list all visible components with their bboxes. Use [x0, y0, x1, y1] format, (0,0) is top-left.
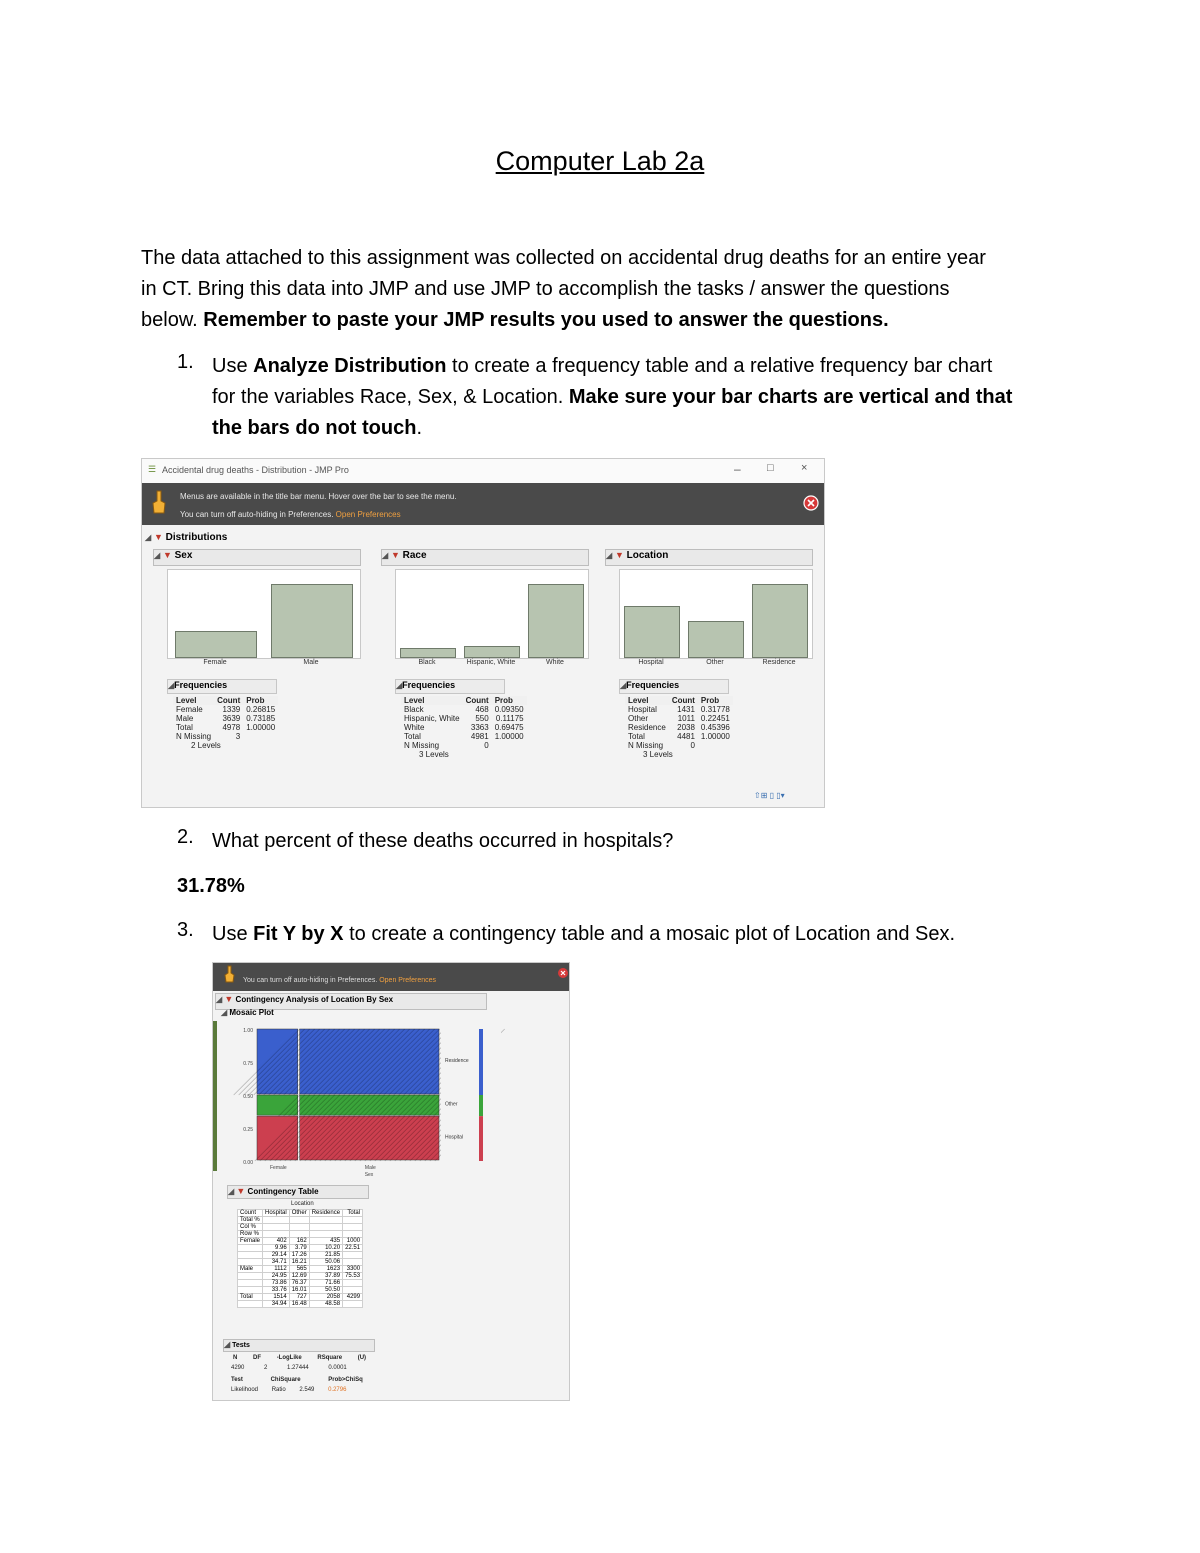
ct-cell: 16.21	[289, 1259, 309, 1266]
q3-b: to create a contingency table and a mosaic plot of Location and Sex.	[343, 923, 956, 945]
cell: 1.00000	[700, 732, 730, 741]
collapse-icon[interactable]: ◢	[382, 551, 389, 560]
ct-cell: 16.48	[289, 1301, 309, 1308]
menu-banner	[142, 483, 824, 525]
table-row	[401, 732, 527, 741]
ct-cell: 71.66	[309, 1280, 342, 1287]
ct-cell: 22.51	[343, 1245, 363, 1252]
minimize-icon[interactable]: –	[734, 462, 741, 476]
ct-cell	[343, 1259, 363, 1266]
mosaic-cell-other[interactable]	[257, 1095, 298, 1115]
q1-text	[212, 351, 1072, 444]
y-tick-label: 0.75	[243, 1061, 253, 1067]
intro-line-3	[141, 305, 1066, 336]
ct-cell	[238, 1287, 263, 1294]
ct-cell	[343, 1217, 363, 1224]
close-banner-icon[interactable]	[803, 495, 819, 511]
tests-df: 2	[264, 1365, 268, 1371]
tip-hand-icon	[150, 489, 168, 515]
cell: 1.00000	[246, 723, 276, 732]
ct-row	[238, 1280, 363, 1287]
category-label: Other	[706, 659, 724, 666]
bar-male[interactable]	[271, 584, 354, 658]
cell: 0.09350	[494, 705, 524, 714]
frequencies-header[interactable]: ◢Frequencies	[167, 679, 277, 694]
q3-number: 3.	[177, 919, 194, 941]
ct-cell: 10.20	[309, 1245, 342, 1252]
cell: 0.22451	[700, 714, 730, 723]
analysis-title: Contingency Analysis of Location By Sex	[235, 995, 394, 1004]
cell: 1.00000	[494, 732, 524, 741]
table-row	[625, 732, 733, 741]
ct-row	[238, 1287, 363, 1294]
cell: Other	[628, 714, 649, 723]
window-title: Accidental drug deaths - Distribution - JMP Pro	[162, 465, 349, 475]
ct-row	[238, 1294, 363, 1301]
category-label: Black	[418, 659, 436, 666]
category-label: White	[546, 659, 564, 666]
frequency-table	[625, 696, 733, 759]
close-banner-icon-2[interactable]	[557, 967, 569, 979]
cell: 4978	[222, 723, 241, 732]
ct-cell: Female	[238, 1238, 263, 1245]
tests2-h-chisq: ChiSquare	[270, 1377, 301, 1383]
q1-line-1	[212, 351, 1072, 382]
ct-cell: 76.37	[289, 1280, 309, 1287]
ct-cell	[263, 1224, 290, 1231]
intro-line-1: The data attached to this assignment was collected on accidental drug deaths for an entire year	[141, 247, 986, 269]
ct-cell: 162	[289, 1238, 309, 1245]
q1-a: Use	[212, 355, 254, 377]
ct-row	[238, 1210, 363, 1217]
ct-cell	[309, 1224, 342, 1231]
col-header: Prob	[698, 696, 733, 705]
tests2-prob: 0.2796	[328, 1387, 347, 1393]
bar-chart-location	[619, 569, 813, 659]
banner-text-2a: You can turn off auto-hiding in Preferences.	[180, 510, 334, 519]
table-row	[625, 723, 733, 732]
y-tick-label: 0.25	[243, 1127, 253, 1133]
cell: 3363	[470, 723, 489, 732]
q1-b: to create a frequency table and a relative frequency bar chart	[446, 355, 993, 377]
frequencies-title: Frequencies	[626, 680, 680, 690]
ct-row	[238, 1273, 363, 1280]
ct-cell	[263, 1231, 290, 1238]
ct-cell: 34.71	[263, 1259, 290, 1266]
ct-cell	[238, 1252, 263, 1259]
banner2-text	[243, 977, 436, 984]
panel-header-race[interactable]	[381, 549, 589, 566]
y-tick-label: 1.00	[243, 1028, 253, 1034]
category-label: Female	[203, 659, 227, 666]
tests2-h-prob: Prob>ChiSq	[328, 1377, 363, 1383]
tests2-headers	[231, 1377, 363, 1383]
q2-number: 2.	[177, 826, 194, 848]
bar-female[interactable]	[175, 631, 258, 658]
panel-title: Race	[402, 550, 427, 561]
legend-strip	[479, 1029, 483, 1095]
ct-cell: Total	[343, 1210, 363, 1217]
ct-cell: Total	[238, 1294, 263, 1301]
legend-label-hospital: Hospital	[445, 1134, 464, 1141]
ct-cell	[343, 1231, 363, 1238]
intro-paragraph	[141, 243, 1066, 336]
ct-cell	[289, 1217, 309, 1224]
mosaic-title: Mosaic Plot	[229, 1008, 274, 1017]
ct-row	[238, 1301, 363, 1308]
tests-row	[231, 1365, 347, 1371]
levels-label: 3 Levels	[643, 750, 673, 759]
q1-a-bold: Analyze Distribution	[253, 355, 447, 377]
frequencies-header[interactable]: ◢Frequencies	[395, 679, 505, 694]
table-row	[401, 723, 527, 732]
category-label: Hispanic, White	[466, 659, 516, 666]
missing-label: N Missing	[404, 741, 440, 750]
cell: Hospital	[628, 705, 657, 714]
table-row	[625, 705, 733, 714]
category-label: Male	[303, 659, 319, 666]
close-window-icon[interactable]: ×	[801, 462, 808, 474]
levels-label: 2 Levels	[191, 741, 221, 750]
ct-cell: Other	[289, 1210, 309, 1217]
intro-line-2: in CT. Bring this data into JMP and use JMP to accomplish the tasks / answer the questions	[141, 278, 950, 300]
panel-header-sex[interactable]	[153, 549, 361, 566]
legend-label-residence: Residence	[445, 1058, 469, 1064]
ct-cell: 4299	[343, 1294, 363, 1301]
ct-cell: Row %	[238, 1231, 263, 1238]
levels-label: 3 Levels	[419, 750, 449, 759]
q1-number: 1.	[177, 351, 194, 373]
cell: White	[404, 723, 425, 732]
missing-label: N Missing	[628, 741, 664, 750]
banner2-text-a: You can turn off auto-hiding in Preferences.	[243, 977, 378, 984]
maximize-icon[interactable]: □	[767, 462, 774, 474]
selection-sidebar	[213, 1021, 217, 1171]
ct-cell: Count	[238, 1210, 263, 1217]
bar-residence[interactable]	[752, 584, 807, 658]
missing-label: N Missing	[176, 732, 212, 741]
tests-h-df: DF	[253, 1355, 262, 1361]
distributions-label: Distributions	[165, 532, 228, 543]
mosaic-plot	[213, 1021, 569, 1178]
cell: 2038	[677, 723, 695, 732]
col-header: Level	[173, 696, 214, 705]
ct-cell	[263, 1217, 290, 1224]
tests-loglike: 1.27444	[287, 1365, 309, 1371]
intro-emphasis: Remember to paste your JMP results you used to answer the questions.	[203, 309, 889, 331]
ct-cell: 402	[263, 1238, 290, 1245]
menu-icon: ☰	[148, 464, 157, 474]
ct-cell	[343, 1287, 363, 1294]
ct-cell: 34.94	[263, 1301, 290, 1308]
ct-cell: Residence	[309, 1210, 342, 1217]
ct-cell: 29.14	[263, 1252, 290, 1259]
ct-cell: 50.50	[309, 1287, 342, 1294]
cell: 0.45396	[700, 723, 730, 732]
ct-cell: Male	[238, 1266, 263, 1273]
cell: 0.69475	[494, 723, 524, 732]
q1-c-bold: Make sure your bar charts are vertical and that	[568, 386, 1013, 408]
q1-d-bold: the bars do not touch	[212, 417, 417, 439]
cell: 4481	[677, 732, 695, 741]
tests2-h-test: Test	[231, 1377, 243, 1383]
tests2-test: Likelihood Ratio	[231, 1387, 286, 1393]
tests-title: Tests	[232, 1342, 250, 1349]
jmp-distribution-screenshot	[141, 458, 825, 808]
frequencies-header[interactable]: ◢Frequencies	[619, 679, 729, 694]
ct-cell: 565	[289, 1266, 309, 1273]
q1-d-end: .	[416, 417, 422, 439]
tests-n: 4290	[231, 1365, 245, 1371]
y-tick-label: 0.50	[243, 1094, 253, 1100]
contingency-table-header[interactable]: ◢ ▼ Contingency Table	[227, 1185, 369, 1199]
contingency-table	[237, 1209, 363, 1308]
menu-banner-2	[213, 963, 569, 991]
plot-mask	[441, 1021, 501, 1171]
cell: 1431	[677, 705, 695, 714]
ct-cell	[343, 1224, 363, 1231]
ct-cell: 37.89	[309, 1273, 342, 1280]
table-row	[173, 705, 278, 714]
ct-cell: Hospital	[263, 1210, 290, 1217]
col-header: Prob	[243, 696, 278, 705]
bar-other[interactable]	[688, 621, 743, 658]
ct-cell	[343, 1280, 363, 1287]
tests2-row	[231, 1387, 346, 1393]
bar-chart-race	[395, 569, 589, 659]
legend-strip	[479, 1116, 483, 1161]
ct-cell	[289, 1224, 309, 1231]
jmp-contingency-screenshot	[212, 962, 570, 1401]
ct-cell: 1112	[263, 1266, 290, 1273]
category-label: Residence	[762, 659, 796, 666]
status-icons[interactable]: ⇧⊞ ▯ ▯▾	[754, 791, 785, 800]
x-category-label: Female	[270, 1165, 287, 1171]
ct-title: Contingency Table	[247, 1187, 319, 1196]
q1-line-2	[212, 382, 1072, 413]
cell: 3639	[222, 714, 241, 723]
x-category-label: Male	[364, 1165, 376, 1171]
ct-cell: Col %	[238, 1224, 263, 1231]
q3-text	[212, 919, 1072, 950]
ct-cell	[238, 1273, 263, 1280]
ct-cell	[309, 1217, 342, 1224]
cell: Total	[176, 723, 193, 732]
bar-hospital[interactable]	[624, 606, 679, 658]
missing-value: 0	[484, 741, 489, 750]
ct-cell: 48.58	[309, 1301, 342, 1308]
ct-cell	[238, 1301, 263, 1308]
mosaic-plot-header[interactable]: ◢ Mosaic Plot	[221, 1008, 274, 1017]
ct-cell: 75.53	[343, 1273, 363, 1280]
ct-cell: Total %	[238, 1217, 263, 1224]
tests2-chisq: 2.549	[299, 1387, 315, 1393]
ct-location-header: Location	[291, 1201, 314, 1207]
frequencies-title: Frequencies	[402, 680, 456, 690]
ct-row	[238, 1252, 363, 1259]
tests-header[interactable]: ◢ Tests	[223, 1339, 375, 1352]
table-row	[401, 705, 527, 714]
col-header: Count	[214, 696, 243, 705]
bar-black[interactable]	[400, 648, 455, 658]
ct-cell: 3.79	[289, 1245, 309, 1252]
legend-label-other: Other	[445, 1101, 458, 1108]
ct-cell: 435	[309, 1238, 342, 1245]
ct-cell: 9.96	[263, 1245, 290, 1252]
col-header: Prob	[492, 696, 527, 705]
cell: 468	[475, 705, 489, 714]
bar-chart-sex	[167, 569, 361, 659]
ct-cell: 727	[289, 1294, 309, 1301]
bar-white[interactable]	[528, 584, 583, 658]
ct-cell: 33.76	[263, 1287, 290, 1294]
tests-h-rsquare: RSquare (U)	[317, 1355, 367, 1361]
window-titlebar	[142, 459, 824, 483]
frequency-table	[173, 696, 278, 750]
q3-a: Use	[212, 923, 254, 945]
cell: Total	[628, 732, 645, 741]
ct-row	[238, 1231, 363, 1238]
distributions-header[interactable]: ◢ ▼ Distributions	[145, 532, 228, 543]
col-header: Count	[463, 696, 492, 705]
ct-cell	[289, 1231, 309, 1238]
ct-cell: 50.06	[309, 1259, 342, 1266]
cell: 0.11175	[495, 714, 524, 723]
ct-row	[238, 1259, 363, 1266]
ct-row	[238, 1238, 363, 1245]
ct-cell: 17.26	[289, 1252, 309, 1259]
cell: Hispanic, White	[404, 714, 460, 723]
red-triangle-menu-icon[interactable]: ▼	[162, 550, 172, 560]
q3-a-bold: Fit Y by X	[253, 923, 344, 945]
tests-h-n: N	[233, 1355, 238, 1361]
ct-cell: 1623	[309, 1266, 342, 1273]
ct-row	[238, 1217, 363, 1224]
panel-title: Location	[626, 550, 669, 561]
collapse-icon[interactable]: ◢	[606, 551, 613, 560]
q2-text: What percent of these deaths occurred in hospitals?	[212, 830, 674, 852]
table-row	[625, 714, 733, 723]
ct-cell	[309, 1231, 342, 1238]
red-triangle-menu-icon[interactable]: ▼	[390, 550, 400, 560]
tip-hand-icon-2	[223, 965, 237, 983]
cell: 1339	[222, 705, 241, 714]
legend-strip	[479, 1095, 483, 1116]
ct-cell: 1000	[343, 1238, 363, 1245]
q2-answer: 31.78%	[177, 875, 245, 897]
banner-text-2	[180, 510, 401, 519]
ct-cell: 21.85	[309, 1252, 342, 1259]
col-header: Level	[401, 696, 463, 705]
cell: Residence	[628, 723, 666, 732]
table-row	[401, 714, 527, 723]
page-title: Computer Lab 2a	[495, 146, 705, 176]
red-triangle-menu-icon[interactable]: ▼	[614, 550, 624, 560]
ct-cell: 73.86	[263, 1280, 290, 1287]
q1-line-3	[212, 413, 1072, 444]
ct-cell: 16.01	[289, 1287, 309, 1294]
cell: 0.26815	[246, 705, 276, 714]
ct-cell	[343, 1301, 363, 1308]
cell: Total	[404, 732, 421, 741]
cell: 550	[475, 714, 489, 723]
missing-value: 0	[690, 741, 695, 750]
open-preferences-link[interactable]: Open Preferences	[335, 510, 401, 519]
table-row	[173, 714, 278, 723]
ct-cell: 2058	[309, 1294, 342, 1301]
ct-row	[238, 1266, 363, 1273]
cell: 1011	[677, 714, 695, 723]
ct-cell	[343, 1252, 363, 1259]
panel-title: Sex	[174, 550, 193, 561]
ct-cell: 3300	[343, 1266, 363, 1273]
cell: Black	[404, 705, 424, 714]
ct-row	[238, 1224, 363, 1231]
missing-value: 3	[235, 732, 241, 741]
frequency-table	[401, 696, 527, 759]
bar-hispanic-white[interactable]	[464, 646, 519, 658]
cell: 0.31778	[700, 705, 730, 714]
x-axis-title: Sex	[364, 1172, 374, 1178]
cell: 4981	[470, 732, 489, 741]
category-label: Hospital	[638, 659, 664, 666]
cell: 0.73185	[246, 714, 276, 723]
tests-h-loglike: -LogLike	[276, 1355, 302, 1361]
ct-cell: 1514	[263, 1294, 290, 1301]
ct-cell: 24.95	[263, 1273, 290, 1280]
collapse-icon[interactable]: ◢	[154, 551, 161, 560]
table-row	[173, 723, 278, 732]
col-header: Level	[625, 696, 669, 705]
open-preferences-link-2[interactable]: Open Preferences	[379, 977, 437, 984]
panel-header-location[interactable]	[605, 549, 813, 566]
ct-cell	[238, 1259, 263, 1266]
cell: Female	[176, 705, 203, 714]
ct-cell: 12.69	[289, 1273, 309, 1280]
ct-cell	[238, 1280, 263, 1287]
y-tick-label: 0.00	[243, 1160, 253, 1166]
tests-headers	[233, 1355, 366, 1361]
ct-cell	[238, 1245, 263, 1252]
tests-rsquare: 0.0001	[328, 1365, 347, 1371]
contingency-analysis-header[interactable]: ◢ ▼ Contingency Analysis of Location By Sex	[215, 993, 487, 1010]
ct-row	[238, 1245, 363, 1252]
intro-line-3-text: below.	[141, 309, 204, 331]
col-header: Count	[669, 696, 698, 705]
banner-text-1: Menus are available in the title bar menu. Hover over the bar to see the menu.	[180, 492, 457, 501]
frequencies-title: Frequencies	[174, 680, 228, 690]
cell: Male	[176, 714, 194, 723]
q1-c: for the variables Race, Sex, & Location.	[212, 386, 569, 408]
